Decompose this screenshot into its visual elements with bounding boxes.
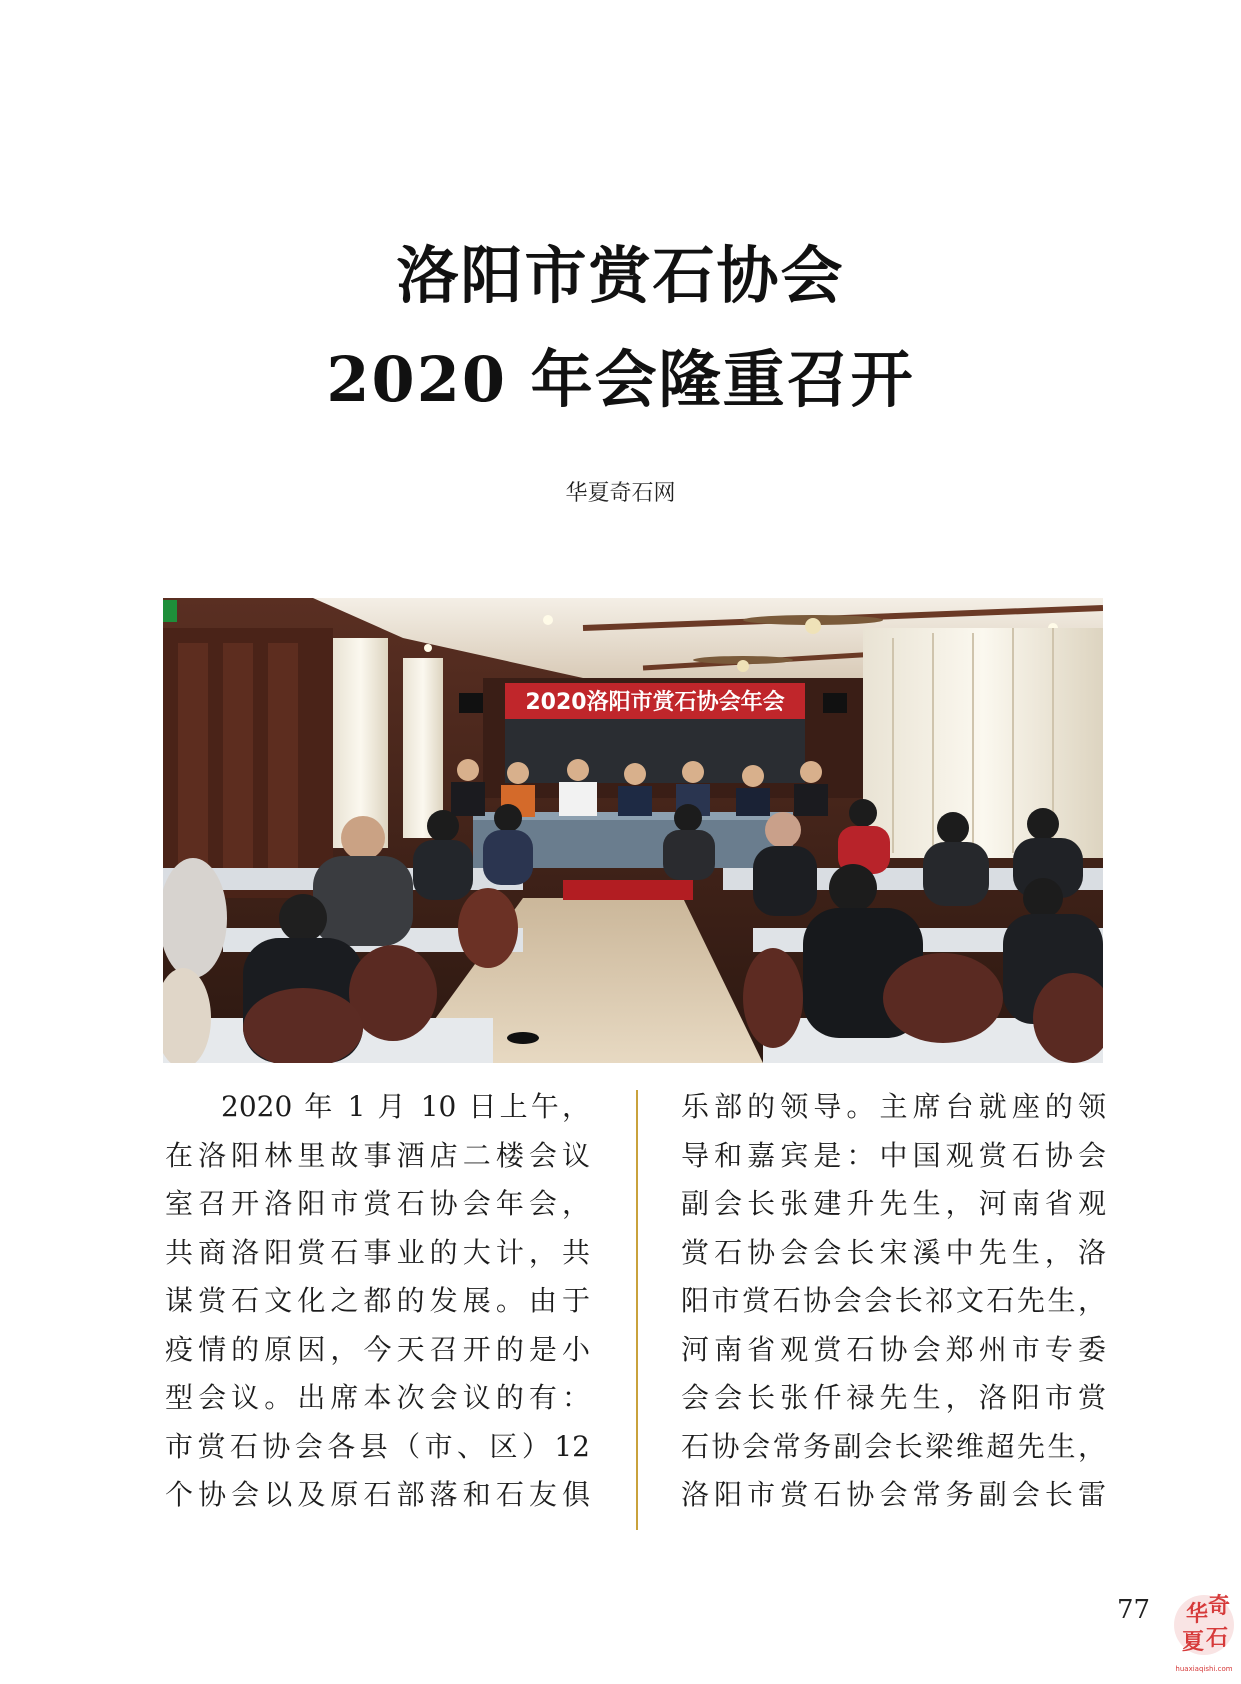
body-line: 疫情的原因，今天召开的是小 [165,1332,590,1366]
body-line: 室召开洛阳市赏石协会年会， [165,1187,590,1220]
body-line: 会会长张仟禄先生，洛阳市赏 [681,1381,1106,1414]
body-line: 副会长张建升先生，河南省观 [681,1187,1106,1220]
body-line: 洛阳市赏石协会常务副会长雷 [681,1478,1106,1511]
body-line: 个协会以及原石部落和石友俱 [165,1478,590,1511]
body-line: 2020 年 1 月 10 日上午， [221,1090,590,1123]
article-title-line-1: 洛阳市赏石协会 [396,239,845,312]
watermark-url: huaxiaqishi.com [1175,1665,1233,1673]
body-line: 导和嘉宾是：中国观赏石协会 [681,1138,1106,1172]
site-watermark-logo [1172,1585,1236,1677]
article-title-line-2: 2020 年会隆重召开 [326,343,915,416]
body-line: 型会议。出席本次会议的有： [165,1381,590,1414]
column-divider [636,1090,638,1530]
watermark-char: 奇 [1208,1594,1231,1619]
body-line: 赏石协会会长宋溪中先生，洛 [681,1235,1106,1269]
page-number: 77 [1117,1595,1151,1625]
body-line: 在洛阳林里故事酒店二楼会议 [165,1138,590,1172]
body-line: 石协会常务副会长梁维超先生， [681,1429,1106,1463]
body-line: 乐部的领导。主席台就座的领 [681,1090,1106,1123]
banner-text: 2020洛阳市赏石协会年会 [525,690,785,715]
body-line: 谋赏石文化之都的发展。由于 [165,1284,590,1317]
watermark-char: 华 [1186,1602,1209,1627]
article-byline: 华夏奇石网 [565,481,676,506]
body-line: 市赏石协会各县（市、区）12 [165,1429,590,1463]
body-line: 河南省观赏石协会郑州市专委 [681,1332,1106,1366]
watermark-char: 夏 [1182,1630,1205,1655]
body-column-left [165,1083,590,1520]
body-column-right [681,1083,1106,1520]
body-line: 阳市赏石协会会长祁文石先生， [681,1284,1106,1317]
watermark-char: 石 [1206,1626,1229,1651]
body-line: 共商洛阳赏石事业的大计，共 [165,1235,590,1269]
meeting-photo [163,598,1103,1063]
